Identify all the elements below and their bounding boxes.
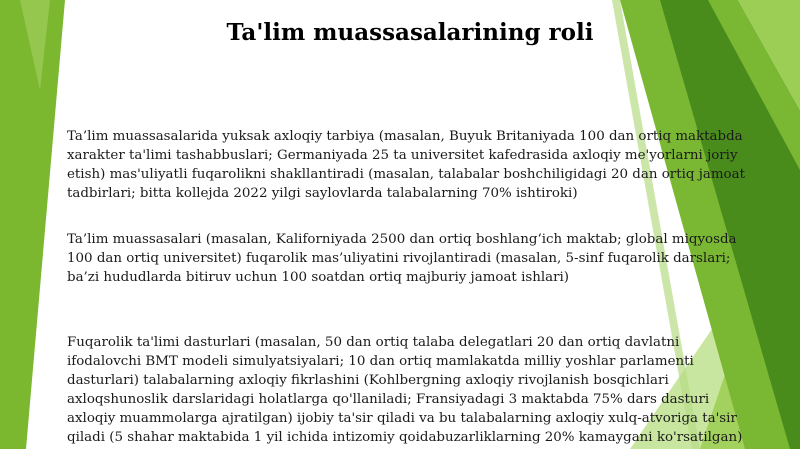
body-paragraph-3: Fuqarolik ta'limi dasturlari (masalan, 50 dan ortiq talaba delegatlari 20 dan ortiq davlatni ifodalovchi BMT modeli simulyatsiyalari; 10 dan ortiq mamlakatda milliy yoshlar parlamenti dasturlari) talabalarning axloqiy fikrlashini (Kohlbergning axloqiy rivojlanish bosqichlari axloqshunoslik darslaridagi holatlarga qo'llaniladi; Fransiyadagi 3 maktabda 75% dars dasturi axloqiy muammolarga ajratilgan) ijobiy ta'sir qiladi va bu talabalarning axloqiy xulq-atvoriga ta'sir qiladi (5 shahar maktabida 1 yil ichida intizomiy qoidabuzarliklarning 20% kamaygani ko'rsatilgan) xyxy=(67,335,743,445)
body-paragraph-2: Ta’lim muassasalari (masalan, Kaliforniyada 2500 dan ortiq boshlang‘ich maktab; global miqyosda 100 dan ortiq universitet) fuqarolik mas’uliyatini rivojlantiradi (masalan, 5-sinf fuqarolik darslari; ba’zi hududlarda bitiruv uchun 100 soatdan ortiq majburiy jamoat ishlari) xyxy=(67,232,737,285)
slide-title: Ta'lim muassasalarining roli xyxy=(226,19,594,46)
left-green-panel xyxy=(0,0,65,449)
body-paragraph-1: Ta’lim muassasalarida yuksak axloqiy tarbiya (masalan, Buyuk Britaniyada 100 dan ortiq maktabda xarakter ta'limi tashabbuslari; Germaniyada 25 ta universitet kafedrasida axloqiy me'yorlarni joriy etish) mas'uliyatli fuqarolikni shakllantiradi (masalan, talabalar boshchiligidagi 20 dan ortiq jamoat tadbirlari; bitta kollejda 2022 yilgi saylovlarda talabalarning 70% ishtiroki) xyxy=(67,129,745,201)
